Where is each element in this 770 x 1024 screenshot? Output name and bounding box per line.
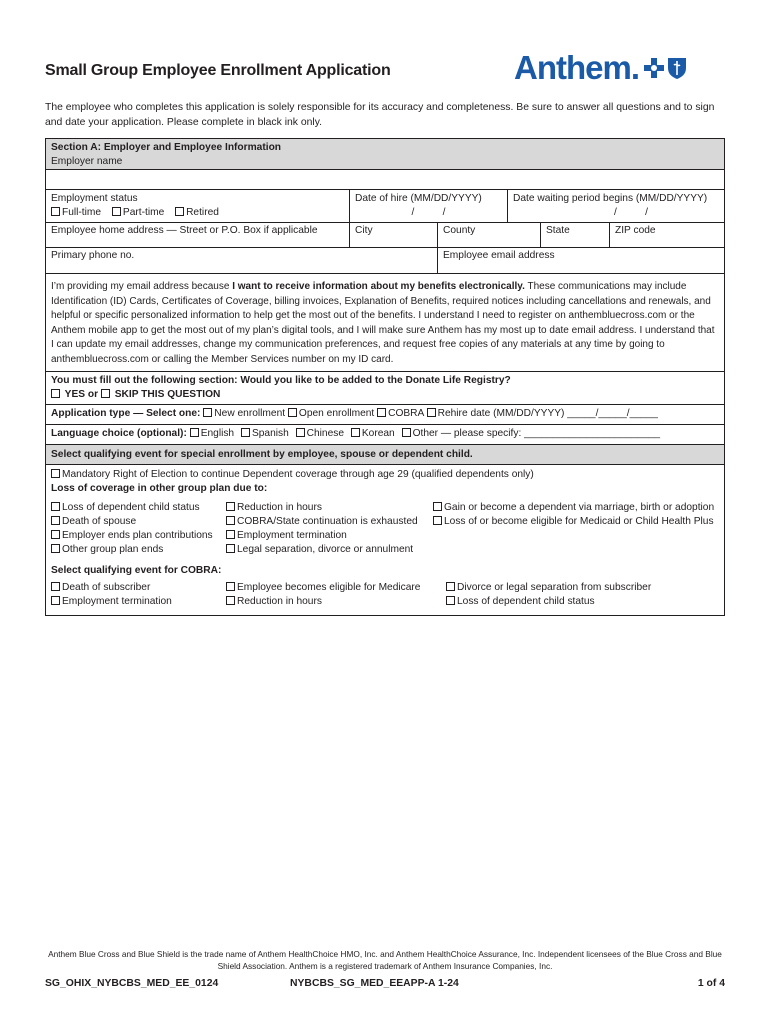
chinese-option[interactable]: Chinese <box>296 428 344 439</box>
death-subscriber-option[interactable]: Death of subscriber <box>51 581 226 595</box>
county-field[interactable]: County <box>437 223 540 247</box>
employment-termination-option[interactable]: Employment termination <box>226 529 433 543</box>
other-plan-ends-option[interactable]: Other group plan ends <box>51 543 226 557</box>
cobra-termination-option[interactable]: Employment termination <box>51 595 226 609</box>
donate-question: You must fill out the following section: Would you like to be added to the Donate Life Registry? <box>51 374 511 386</box>
reduction-hours-option[interactable]: Reduction in hours <box>226 501 433 515</box>
blue-cross-icon <box>643 57 665 79</box>
checkbox[interactable] <box>175 207 184 216</box>
section-a-heading: Section A: Employer and Employee Information <box>51 142 282 153</box>
section-a-header <box>46 139 724 170</box>
other-language-option[interactable]: Other — please specify: ________________________ <box>402 428 661 439</box>
enrollment-form <box>45 138 725 616</box>
employer-name-field[interactable] <box>46 170 724 190</box>
part-time-option[interactable]: Part-time <box>112 207 164 218</box>
cobra-reduction-option[interactable]: Reduction in hours <box>226 595 446 609</box>
cobra-option[interactable]: COBRA <box>377 408 424 419</box>
english-option[interactable]: English <box>190 428 234 439</box>
intro-text: The employee who completes this application is solely responsible for its accuracy and completeness. Be sure to answer all questions and to sign and date your application. Please complete in black ink only. <box>45 102 715 128</box>
employment-row <box>46 190 724 223</box>
divorce-option[interactable]: Divorce or legal separation from subscriber <box>446 581 719 595</box>
special-enrollment-header: Select qualifying event for special enrollment by employee, spouse or dependent child. <box>46 445 724 465</box>
loss-heading: Loss of coverage in other group plan due to: <box>51 482 268 494</box>
blue-shield-icon <box>667 56 687 80</box>
email-field[interactable]: Employee email address <box>437 248 724 273</box>
spanish-option[interactable]: Spanish <box>241 428 289 439</box>
medicaid-option[interactable]: Loss of or become eligible for Medicaid or Child Health Plus <box>433 515 719 529</box>
home-address-field[interactable]: Employee home address — Street or P.O. Box if applicable <box>51 225 318 236</box>
page-number: 1 of 4 <box>697 978 725 989</box>
employer-ends-option[interactable]: Employer ends plan contributions <box>51 529 226 543</box>
death-spouse-option[interactable]: Death of spouse <box>51 515 226 529</box>
waiting-period-field[interactable]: Date waiting period begins (MM/DD/YYYY) / / <box>507 190 724 222</box>
trademark-note: Anthem Blue Cross and Blue Shield is the trade name of Anthem HealthChoice HMO, Inc. and Anthem HealthChoice Assurance, Inc. Independent licensees of the Blue Cross and Blue Shield Association. Anthem is a registered trademark of Anthem Insurance Companies, Inc. <box>48 949 722 971</box>
cobra-dependent-option[interactable]: Loss of dependent child status <box>446 595 719 609</box>
address-row <box>46 223 724 248</box>
gain-dependent-option[interactable]: Gain or become a dependent via marriage, birth or adoption <box>433 501 719 515</box>
form-code-center: NYBCBS_SG_MED_EEAPP-A 1-24 <box>290 978 459 989</box>
cobra-exhausted-option[interactable]: COBRA/State continuation is exhausted <box>226 515 433 529</box>
employment-status-label: Employment status <box>51 193 138 204</box>
qualifying-events <box>46 465 724 615</box>
loss-dependent-option[interactable]: Loss of dependent child status <box>51 501 226 515</box>
cobra-heading: Select qualifying event for COBRA: <box>51 564 222 576</box>
application-type-row: Application type — Select one: New enrollment Open enrollment COBRA Rehire date (MM/DD/YYYY) _____/_____/_____ <box>46 405 724 425</box>
retired-option[interactable]: Retired <box>175 207 219 218</box>
korean-option[interactable]: Korean <box>351 428 395 439</box>
logo-wordmark: Anthem. <box>514 49 639 86</box>
anthem-logo <box>514 48 687 88</box>
medicare-option[interactable]: Employee becomes eligible for Medicare <box>226 581 446 595</box>
legal-separation-option[interactable]: Legal separation, divorce or annulment <box>226 543 433 557</box>
language-row: Language choice (optional): English Spanish Chinese Korean Other — please specify: ________________________ <box>46 425 724 445</box>
date-of-hire-field[interactable]: Date of hire (MM/DD/YYYY) / / <box>349 190 507 222</box>
zip-field[interactable]: ZIP code <box>609 223 724 247</box>
donate-skip-checkbox[interactable] <box>101 389 110 398</box>
employer-name-label: Employer name <box>51 156 123 167</box>
state-field[interactable]: State <box>540 223 609 247</box>
electronic-consent: I’m providing my email address because I want to receive information about my benefits electronically. These communications may include Identification (ID) Cards, Certificates of Coverage, billing invoices, Explanation of Benefits, required notices including cancellations and renewals, and helpful or specific personalized information to help get the most out of the benefits. I understand I need to register on anthembluecross.com or the Anthem mobile app to get the most out of my plan’s digital tools, and I will make sure Anthem has my most up to date email address. I understand that I can update my email addresses, change my communication preferences, and request free copies of any materials at any time by going to anthembluecross.com or calling the Member Services number on my ID card. <box>46 274 724 372</box>
donate-yes-checkbox[interactable] <box>51 389 60 398</box>
rehire-option[interactable]: Rehire date (MM/DD/YYYY) _____/_____/_____ <box>427 408 658 419</box>
new-enrollment-option[interactable]: New enrollment <box>203 408 285 419</box>
contact-row <box>46 248 724 274</box>
checkbox[interactable] <box>112 207 121 216</box>
city-field[interactable]: City <box>349 223 437 247</box>
form-code-left: SG_OHIX_NYBCBS_MED_EE_0124 <box>45 978 219 989</box>
full-time-option[interactable]: Full-time <box>51 207 101 218</box>
checkbox[interactable] <box>51 207 60 216</box>
phone-field[interactable]: Primary phone no. <box>51 250 135 261</box>
mandatory-option[interactable]: Mandatory Right of Election to continue Dependent coverage through age 29 (qualified dependents only) <box>51 468 719 482</box>
page-title: Small Group Employee Enrollment Application <box>45 62 391 79</box>
donate-life-row: You must fill out the following section: Would you like to be added to the Donate Life Registry? YES or SKIP THIS QUESTION <box>46 372 724 405</box>
open-enrollment-option[interactable]: Open enrollment <box>288 408 374 419</box>
